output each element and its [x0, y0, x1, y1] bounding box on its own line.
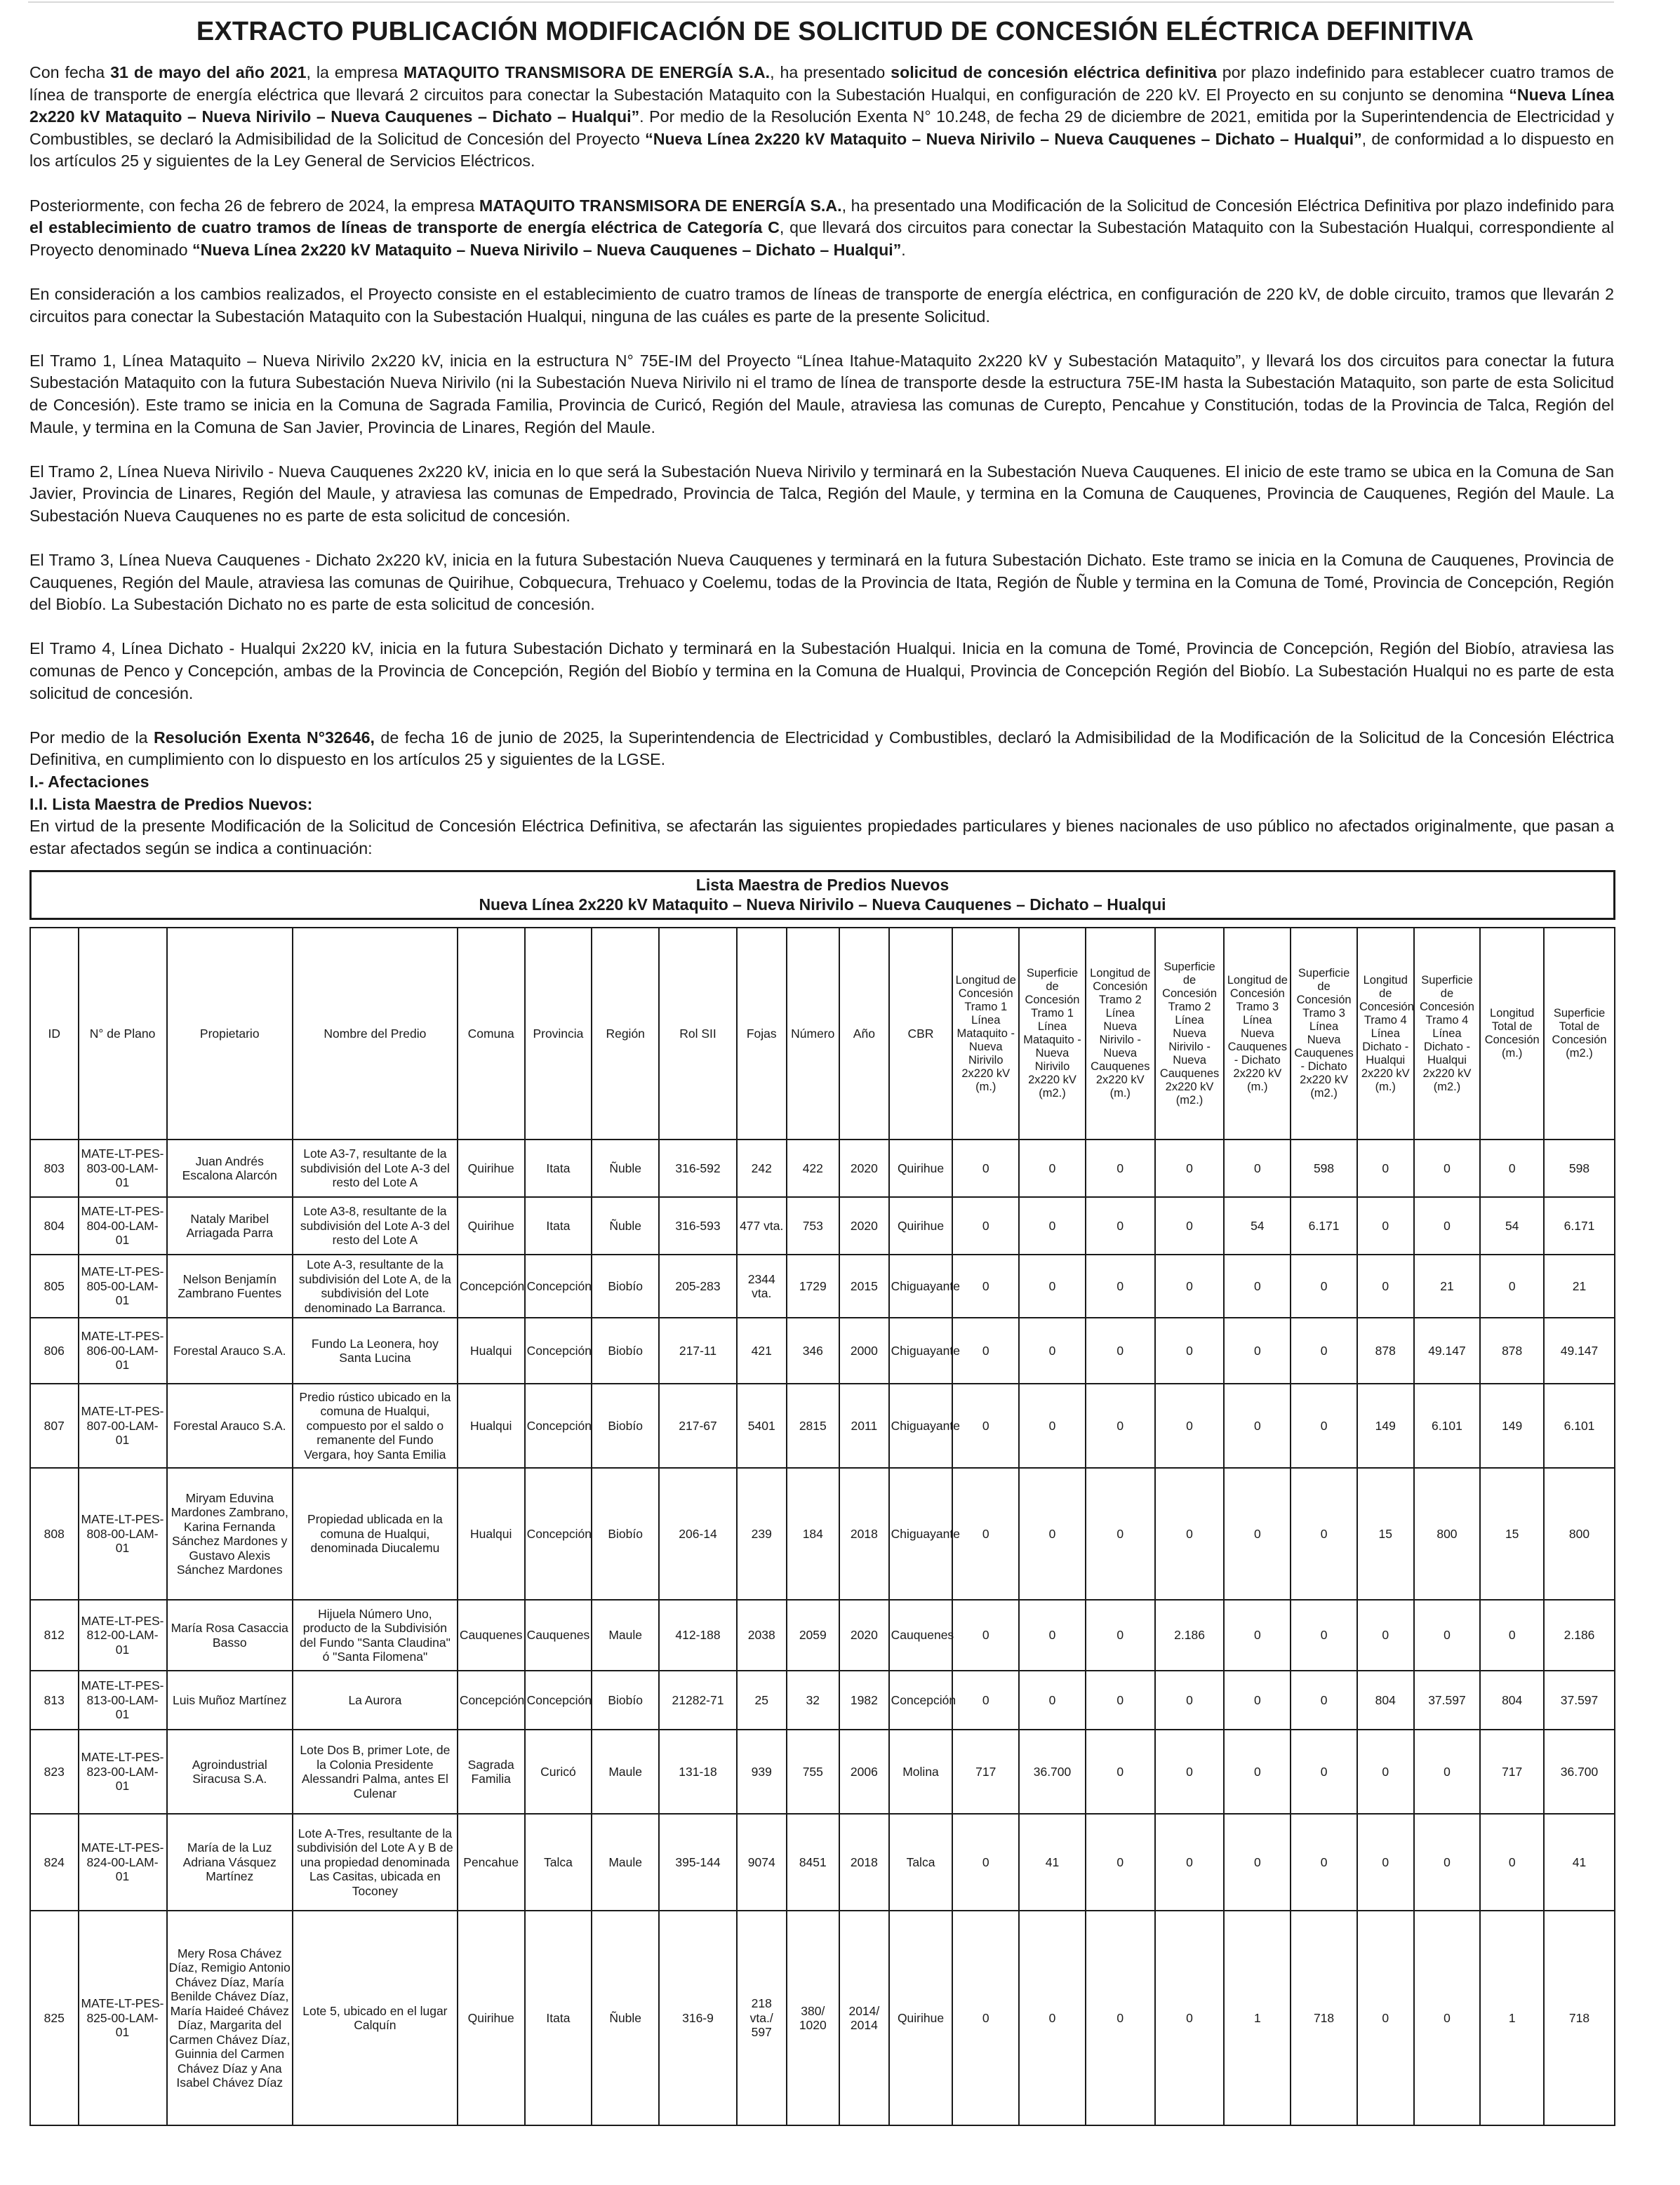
table-cell: 0	[1019, 1384, 1086, 1468]
table-cell: 412-188	[659, 1600, 737, 1671]
table-cell: 2018	[839, 1468, 889, 1600]
table-cell: 0	[1224, 1600, 1291, 1671]
table-cell: 422	[787, 1140, 840, 1197]
column-header: Nombre del Predio	[293, 928, 458, 1140]
table-cell: 804	[30, 1197, 79, 1255]
table-cell: Concepción	[889, 1671, 953, 1730]
table-cell: Nataly Maribel Arriagada Parra	[167, 1197, 293, 1255]
table-cell: 0	[952, 1671, 1019, 1730]
column-header: CBR	[889, 928, 953, 1140]
table-cell: 380/ 1020	[787, 1911, 840, 2125]
table-cell: Hualqui	[458, 1384, 525, 1468]
table-cell: Chiguayante	[889, 1255, 953, 1318]
table-cell: 0	[1086, 1814, 1155, 1911]
table-cell: 0	[1224, 1730, 1291, 1814]
table-cell: Maule	[592, 1730, 659, 1814]
table-cell: 0	[1086, 1318, 1155, 1384]
table-cell: Concepción	[458, 1671, 525, 1730]
table-cell: 0	[1155, 1197, 1225, 1255]
table-cell: 718	[1544, 1911, 1615, 2125]
table-cell: 0	[952, 1318, 1019, 1384]
table-cell: Hualqui	[458, 1468, 525, 1600]
table-cell: Predio rústico ubicado en la comuna de Hualqui, compuesto por el saldo o remanente del Fundo Vergara, hoy Santa Emilia	[293, 1384, 458, 1468]
table-cell: 0	[1019, 1468, 1086, 1600]
table-cell: Concepción	[525, 1255, 592, 1318]
table-cell: 8451	[787, 1814, 840, 1911]
table-cell: La Aurora	[293, 1671, 458, 1730]
table-cell: 206-14	[659, 1468, 737, 1600]
table-row	[30, 1318, 1615, 1384]
table-cell: Concepción	[525, 1468, 592, 1600]
column-header: Longitud Total de Concesión (m.)	[1480, 928, 1544, 1140]
column-header: Superficie Total de Concesión (m2.)	[1544, 928, 1615, 1140]
table-section	[29, 870, 1615, 2126]
table-cell: 0	[1414, 1814, 1481, 1911]
column-header: Propietario	[167, 928, 293, 1140]
table-cell: 0	[1224, 1384, 1291, 1468]
table-cell: 49.147	[1544, 1318, 1615, 1384]
table-cell: 800	[1544, 1468, 1615, 1600]
table-cell: MATE-LT-PES-813-00-LAM-01	[79, 1671, 167, 1730]
paragraph-7: El Tramo 4, Línea Dichato - Hualqui 2x220 kV, inicia en la futura Subestación Dichato y terminará en la Subestación Hualqui. Inicia en la comuna de Tomé, Provincia de Concepción, Región del Biobío, atraviesa las comunas de Penco y Concepción, ambas de la Provincia de Concepción, Región del Biobío y termina en la Comuna de Hualqui, Provincia de Concepción Región del Biobío. La Subestación Hualqui no es parte de esta solicitud de concesión.	[29, 639, 1614, 702]
column-header: Longitud de Concesión Tramo 2 Línea Nueva Nirivilo - Nueva Cauquenes 2x220 kV (m.)	[1086, 928, 1155, 1140]
table-cell: 878	[1480, 1318, 1544, 1384]
table-cell: 813	[30, 1671, 79, 1730]
table-cell: 0	[1086, 1140, 1155, 1197]
table-cell: 800	[1414, 1468, 1481, 1600]
table-cell: 149	[1480, 1384, 1544, 1468]
table-cell: 0	[1155, 1814, 1225, 1911]
column-header: Superficie de Concesión Tramo 1 Línea Mataquito - Nueva Nirivilo 2x220 kV (m2.)	[1019, 928, 1086, 1140]
table-cell: María de la Luz Adriana Vásquez Martínez	[167, 1814, 293, 1911]
table-cell: 0	[1224, 1468, 1291, 1600]
table-cell: Forestal Arauco S.A.	[167, 1384, 293, 1468]
table-cell: 598	[1544, 1140, 1615, 1197]
table-cell: 2018	[839, 1814, 889, 1911]
paragraph-1: Con fecha 31 de mayo del año 2021, la empresa MATAQUITO TRANSMISORA DE ENERGÍA S.A., ha presentado solicitud de concesión eléctrica definitiva por plazo indefinido para establecer cuatro tramos de línea de transporte de energía eléctrica que llevará 2 circuitos para conectar la Subestación Mataquito con la Subestación Hualqui, en configuración de 220 kV. El Proyecto en su conjunto se denomina “Nueva Línea 2x220 kV Mataquito – Nueva Nirivilo – Nueva Cauquenes – Dichato – Hualqui”. Por medio de la Resolución Exenta N° 10.248, de fecha 29 de diciembre de 2021, emitida por la Superintendencia de Electricidad y Combustibles, se declaró la Admisibilidad de la Solicitud de Concesión del Proyecto “Nueva Línea 2x220 kV Mataquito – Nueva Nirivilo – Nueva Cauquenes – Dichato – Hualqui”, de conformidad a lo dispuesto en los artículos 25 y siguientes de la Ley General de Servicios Eléctricos.	[29, 63, 1615, 171]
table-cell: Quirihue	[458, 1140, 525, 1197]
table-cell: MATE-LT-PES-823-00-LAM-01	[79, 1730, 167, 1814]
table-cell: Ñuble	[592, 1911, 659, 2125]
table-cell: 812	[30, 1600, 79, 1671]
table-cell: 0	[1291, 1600, 1357, 1671]
table-cell: 316-592	[659, 1140, 737, 1197]
table-cell: Cauquenes	[889, 1600, 953, 1671]
table-cell: 1982	[839, 1671, 889, 1730]
table-cell: 0	[1414, 1197, 1481, 1255]
document-title: EXTRACTO PUBLICACIÓN MODIFICACIÓN DE SOLICITUD DE CONCESIÓN ELÉCTRICA DEFINITIVA	[196, 17, 1474, 46]
table-cell: 6.101	[1544, 1384, 1615, 1468]
table-cell: 0	[1414, 1730, 1481, 1814]
table-cell: 2020	[839, 1600, 889, 1671]
table-cell: 21282-71	[659, 1671, 737, 1730]
table-cell: 0	[1019, 1255, 1086, 1318]
table-cell: 0	[1155, 1384, 1225, 1468]
table-cell: María Rosa Casaccia Basso	[167, 1600, 293, 1671]
paragraph-4: El Tramo 1, Línea Mataquito – Nueva Nirivilo 2x220 kV, inicia en la estructura N° 75E-IM del Proyecto “Línea Itahue-Mataquito 2x220 kV y Subestación Mataquito”, y llevará los dos circuitos para conectar la futura Subestación Mataquito con la futura Subestación Nueva Nirivilo (ni la Subestación Nueva Nirivilo ni el tramo de línea de transporte desde la estructura 75E-IM hasta la Subestación Mataquito, son parte de esta Solicitud de Concesión). Este tramo se inicia en la Comuna de Sagrada Familia, Provincia de Curicó, Región del Maule, atraviesa las comunas de Curepto, Pencahue y Constitución, todas de la Provincia de Talca, Región del Maule, y termina en la Comuna de San Javier, Provincia de Linares, Región del Maule.	[29, 351, 1614, 436]
column-header: Fojas	[737, 928, 787, 1140]
table-cell: 0	[1357, 1600, 1414, 1671]
table-cell: 753	[787, 1197, 840, 1255]
table-cell: 54	[1480, 1197, 1544, 1255]
table-cell: 2815	[787, 1384, 840, 1468]
table-cell: 0	[1224, 1814, 1291, 1911]
table-cell: 242	[737, 1140, 787, 1197]
table-cell: 807	[30, 1384, 79, 1468]
table-cell: Cauquenes	[525, 1600, 592, 1671]
table-cell: 0	[1480, 1814, 1544, 1911]
table-cell: 0	[952, 1468, 1019, 1600]
table-cell: 2015	[839, 1255, 889, 1318]
table-cell: Biobío	[592, 1318, 659, 1384]
table-cell: 395-144	[659, 1814, 737, 1911]
column-header: Rol SII	[659, 928, 737, 1140]
table-cell: Itata	[525, 1911, 592, 2125]
column-header: Longitud de Concesión Tramo 3 Línea Nueva Cauquenes - Dichato 2x220 kV (m.)	[1224, 928, 1291, 1140]
table-cell: 346	[787, 1318, 840, 1384]
table-cell: 54	[1224, 1197, 1291, 1255]
table-cell: Curicó	[525, 1730, 592, 1814]
table-cell: 0	[1019, 1140, 1086, 1197]
table-cell: MATE-LT-PES-807-00-LAM-01	[79, 1384, 167, 1468]
table-cell: 0	[1019, 1911, 1086, 2125]
table-cell: MATE-LT-PES-824-00-LAM-01	[79, 1814, 167, 1911]
table-cell: Miryam Eduvina Mardones Zambrano, Karina Fernanda Sánchez Mardones y Gustavo Alexis Sánchez Mardones	[167, 1468, 293, 1600]
table-cell: 0	[1480, 1600, 1544, 1671]
table-cell: 0	[952, 1197, 1019, 1255]
table-cell: 41	[1544, 1814, 1615, 1911]
table-cell: 0	[1086, 1911, 1155, 2125]
table-cell: 0	[1357, 1140, 1414, 1197]
table-cell: 0	[1155, 1730, 1225, 1814]
table-cell: 823	[30, 1730, 79, 1814]
table-cell: Itata	[525, 1197, 592, 1255]
table-cell: 0	[952, 1255, 1019, 1318]
table-row	[30, 1730, 1615, 1814]
table-cell: Lote 5, ubicado en el lugar Calquín	[293, 1911, 458, 2125]
table-cell: 755	[787, 1730, 840, 1814]
table-cell: MATE-LT-PES-805-00-LAM-01	[79, 1255, 167, 1318]
table-cell: Hijuela Número Uno, producto de la Subdivisión del Fundo "Santa Claudina" ó "Santa Filomena"	[293, 1600, 458, 1671]
paragraph-2: Posteriormente, con fecha 26 de febrero de 2024, la empresa MATAQUITO TRANSMISORA DE ENERGÍA S.A., ha presentado una Modificación de la Solicitud de Concesión Eléctrica Definitiva por plazo indefinido para el establecimiento de cuatro tramos de líneas de transporte de energía eléctrica de Categoría C, que llevará dos circuitos para conectar la Subestación Mataquito con la Subestación Hualqui, correspondiente al Proyecto denominado “Nueva Línea 2x220 kV Mataquito – Nueva Nirivilo – Nueva Cauquenes – Dichato – Hualqui”.	[29, 196, 1615, 259]
table-row	[30, 1255, 1615, 1318]
paragraph-8: Por medio de la Resolución Exenta N°32646, de fecha 16 de junio de 2025, la Superintendencia de Electricidad y Combustibles, declaró la Admisibilidad de la Modificación de la Solicitud de la Concesión Eléctrica Definitiva, en cumplimiento con lo dispuesto en los artículos 25 y siguientes de la LGSE.	[29, 728, 1614, 769]
table-cell: 824	[30, 1814, 79, 1911]
table-cell: 804	[1480, 1671, 1544, 1730]
table-cell: Ñuble	[592, 1197, 659, 1255]
table-cell: Luis Muñoz Martínez	[167, 1671, 293, 1730]
column-header: Provincia	[525, 928, 592, 1140]
table-cell: 316-9	[659, 1911, 737, 2125]
table-row	[30, 1468, 1615, 1600]
table-cell: MATE-LT-PES-806-00-LAM-01	[79, 1318, 167, 1384]
column-header: Superficie de Concesión Tramo 4 Línea Dichato - Hualqui 2x220 kV (m2.)	[1414, 928, 1481, 1140]
table-cell: 37.597	[1544, 1671, 1615, 1730]
table-cell: 2011	[839, 1384, 889, 1468]
table-cell: Sagrada Familia	[458, 1730, 525, 1814]
table-cell: 41	[1019, 1814, 1086, 1911]
table-cell: 2.186	[1155, 1600, 1225, 1671]
table-cell: 0	[1086, 1255, 1155, 1318]
table-cell: 217-67	[659, 1384, 737, 1468]
table-cell: 0	[1155, 1318, 1225, 1384]
column-header: Número	[787, 928, 840, 1140]
table-cell: 0	[1291, 1384, 1357, 1468]
table-cell: 0	[952, 1384, 1019, 1468]
table-cell: 0	[1357, 1255, 1414, 1318]
column-header: Longitud de Concesión Tramo 4 Línea Dichato - Hualqui 2x220 kV (m.)	[1357, 928, 1414, 1140]
table-cell: Fundo La Leonera, hoy Santa Lucina	[293, 1318, 458, 1384]
table-cell: Biobío	[592, 1468, 659, 1600]
table-cell: 0	[1357, 1814, 1414, 1911]
table-cell: 9074	[737, 1814, 787, 1911]
table-cell: Biobío	[592, 1384, 659, 1468]
table-cell: 2014/ 2014	[839, 1911, 889, 2125]
column-header: Región	[592, 928, 659, 1140]
table-cell: 421	[737, 1318, 787, 1384]
table-cell: Juan Andrés Escalona Alarcón	[167, 1140, 293, 1197]
table-cell: Hualqui	[458, 1318, 525, 1384]
table-cell: 21	[1414, 1255, 1481, 1318]
column-header: Superficie de Concesión Tramo 3 Línea Nueva Cauquenes - Dichato 2x220 kV (m2.)	[1291, 928, 1357, 1140]
table-cell: Molina	[889, 1730, 953, 1814]
table-cell: Talca	[889, 1814, 953, 1911]
table-cell: Chiguayante	[889, 1468, 953, 1600]
table-cell: 0	[1414, 1600, 1481, 1671]
subsection-heading: I.I. Lista Maestra de Predios Nuevos:	[29, 794, 313, 813]
table-cell: 25	[737, 1671, 787, 1730]
table-cell: 149	[1357, 1384, 1414, 1468]
table-row	[30, 1140, 1615, 1197]
table-cell: 477 vta.	[737, 1197, 787, 1255]
table-cell: Propiedad ublicada en la comuna de Hualqui, denominada Diucalemu	[293, 1468, 458, 1600]
table-row	[30, 1600, 1615, 1671]
table-cell: Lote Dos B, primer Lote, de la Colonia Presidente Alessandri Palma, antes El Culenar	[293, 1730, 458, 1814]
table-row	[30, 1384, 1615, 1468]
table-cell: Quirihue	[889, 1140, 953, 1197]
table-cell: 2344 vta.	[737, 1255, 787, 1318]
table-header-row	[30, 928, 1615, 1140]
column-header: ID	[30, 928, 79, 1140]
table-cell: Concepción	[525, 1671, 592, 1730]
table-cell: 2000	[839, 1318, 889, 1384]
table-cell: Cauquenes	[458, 1600, 525, 1671]
table-cell: 0	[1086, 1671, 1155, 1730]
table-cell: Maule	[592, 1814, 659, 1911]
table-cell: 0	[1155, 1255, 1225, 1318]
table-cell: 205-283	[659, 1255, 737, 1318]
document-body	[29, 62, 1614, 860]
table-cell: 5401	[737, 1384, 787, 1468]
table-cell: 0	[1155, 1911, 1225, 2125]
table-cell: 2.186	[1544, 1600, 1615, 1671]
table-cell: 2038	[737, 1600, 787, 1671]
table-cell: 0	[1224, 1140, 1291, 1197]
table-cell: Quirihue	[889, 1197, 953, 1255]
table-cell: MATE-LT-PES-804-00-LAM-01	[79, 1197, 167, 1255]
table-cell: 32	[787, 1671, 840, 1730]
table-cell: MATE-LT-PES-803-00-LAM-01	[79, 1140, 167, 1197]
table-cell: Itata	[525, 1140, 592, 1197]
table-cell: 0	[1291, 1730, 1357, 1814]
table-cell: MATE-LT-PES-825-00-LAM-01	[79, 1911, 167, 2125]
table-cell: Concepción	[525, 1384, 592, 1468]
table-cell: 0	[952, 1600, 1019, 1671]
table-cell: 0	[1019, 1600, 1086, 1671]
paragraph-3: En consideración a los cambios realizados, el Proyecto consiste en el establecimiento de cuatro tramos de líneas de transporte de energía eléctrica, en configuración de 220 kV, de doble circuito, tramos que llevarán 2 circuitos para conectar la Subestación Mataquito con la Subestación Hualqui, ninguna de las cuáles es parte de la presente Solicitud.	[29, 284, 1614, 326]
table-row	[30, 1814, 1615, 1911]
table-cell: 805	[30, 1255, 79, 1318]
table-cell: Lote A3-7, resultante de la subdivisión del Lote A-3 del resto del Lote A	[293, 1140, 458, 1197]
table-cell: 717	[952, 1730, 1019, 1814]
table-cell: 0	[1357, 1911, 1414, 2125]
table-cell: Lote A-Tres, resultante de la subdivisión del Lote A y B de una propiedad denominada Las Casitas, ubicada en Toconey	[293, 1814, 458, 1911]
table-cell: MATE-LT-PES-812-00-LAM-01	[79, 1600, 167, 1671]
table-cell: 184	[787, 1468, 840, 1600]
table-title-box	[29, 870, 1615, 920]
table-cell: 804	[1357, 1671, 1414, 1730]
table-cell: Quirihue	[458, 1197, 525, 1255]
table-cell: 2006	[839, 1730, 889, 1814]
table-cell: 0	[952, 1140, 1019, 1197]
table-cell: 0	[1224, 1318, 1291, 1384]
table-cell: 0	[952, 1814, 1019, 1911]
table-cell: 36.700	[1544, 1730, 1615, 1814]
column-header: Superficie de Concesión Tramo 2 Línea Nueva Nirivilo - Nueva Cauquenes 2x220 kV (m2.)	[1155, 928, 1225, 1140]
table-cell: 0	[1086, 1730, 1155, 1814]
table-cell: Biobío	[592, 1671, 659, 1730]
table-cell: 0	[952, 1911, 1019, 2125]
table-cell: Maule	[592, 1600, 659, 1671]
table-cell: 0	[1155, 1140, 1225, 1197]
table-cell: Forestal Arauco S.A.	[167, 1318, 293, 1384]
table-subtitle: Nueva Línea 2x220 kV Mataquito – Nueva Nirivilo – Nueva Cauquenes – Dichato – Hualqui	[479, 895, 1166, 914]
table-cell: 0	[1357, 1730, 1414, 1814]
table-cell: 0	[1019, 1318, 1086, 1384]
table-cell: Mery Rosa Chávez Díaz, Remigio Antonio Chávez Díaz, María Benilde Chávez Díaz, María Haideé Chávez Díaz, Margarita del Carmen Chávez Díaz, Guinnia del Carmen Chávez Díaz y Ana Isabel Chávez Díaz	[167, 1911, 293, 2125]
table-cell: MATE-LT-PES-808-00-LAM-01	[79, 1468, 167, 1600]
table-cell: 0	[1224, 1671, 1291, 1730]
column-header: N° de Plano	[79, 928, 167, 1140]
table-cell: 0	[1086, 1468, 1155, 1600]
table-cell: Lote A-3, resultante de la subdivisión del Lote A, de la subdivisión del Lote denominado La Barranca.	[293, 1255, 458, 1318]
table-cell: Quirihue	[458, 1911, 525, 2125]
table-cell: Chiguayante	[889, 1384, 953, 1468]
table-cell: 0	[1155, 1468, 1225, 1600]
table-cell: 239	[737, 1468, 787, 1600]
table-cell: 0	[1086, 1197, 1155, 1255]
table-cell: Chiguayante	[889, 1318, 953, 1384]
table-cell: 0	[1019, 1197, 1086, 1255]
table-cell: Concepción	[458, 1255, 525, 1318]
table-cell: 2020	[839, 1197, 889, 1255]
table-cell: 0	[1086, 1600, 1155, 1671]
table-cell: 803	[30, 1140, 79, 1197]
table-cell: Agroindustrial Siracusa S.A.	[167, 1730, 293, 1814]
table-cell: 0	[1291, 1255, 1357, 1318]
table-cell: 15	[1357, 1468, 1414, 1600]
table-cell: 15	[1480, 1468, 1544, 1600]
table-cell: 6.171	[1291, 1197, 1357, 1255]
column-header: Año	[839, 928, 889, 1140]
table-cell: 217-11	[659, 1318, 737, 1384]
table-title: Lista Maestra de Predios Nuevos	[695, 876, 949, 894]
paragraph-6: El Tramo 3, Línea Nueva Cauquenes - Dichato 2x220 kV, inicia en la futura Subestación Nueva Cauquenes y terminará en la futura Subestación Dichato. Este tramo se inicia en la Comuna de Cauquenes, Provincia de Cauquenes, Región del Maule, atraviesa las comunas de Quirihue, Cobquecura, Trehuaco y Coelemu, todas de la Provincia de Itata, Región de Ñuble y termina en la Comuna de Tomé, Provincia de Concepción, Región del Biobío. La Subestación Dichato no es parte de esta solicitud de concesión.	[29, 551, 1614, 614]
table-cell: 1	[1224, 1911, 1291, 2125]
table-cell: Quirihue	[889, 1911, 953, 2125]
table-cell: Concepción	[525, 1318, 592, 1384]
table-cell: 0	[1155, 1671, 1225, 1730]
table-cell: 1	[1480, 1911, 1544, 2125]
table-cell: 0	[1086, 1384, 1155, 1468]
table-cell: 939	[737, 1730, 787, 1814]
table-cell: 878	[1357, 1318, 1414, 1384]
table-cell: 806	[30, 1318, 79, 1384]
table-row	[30, 1671, 1615, 1730]
table-cell: 6.171	[1544, 1197, 1615, 1255]
table-cell: Nelson Benjamín Zambrano Fuentes	[167, 1255, 293, 1318]
table-cell: 21	[1544, 1255, 1615, 1318]
paragraph-5: El Tramo 2, Línea Nueva Nirivilo - Nueva Cauquenes 2x220 kV, inicia en lo que será la Subestación Nueva Nirivilo y terminará en la Subestación Nueva Cauquenes. El inicio de este tramo se ubica en la Comuna de San Javier, Provincia de Linares, Región del Maule, y atraviesa las comunas de Empedrado, Provincia de Talca, Región del Maule, y termina en la Comuna de Cauquenes, Provincia de Cauquenes, Región del Maule. La Subestación Nueva Cauquenes no es parte de esta solicitud de concesión.	[29, 462, 1614, 525]
table-row	[30, 1911, 1615, 2125]
table-cell: Ñuble	[592, 1140, 659, 1197]
table-cell: 717	[1480, 1730, 1544, 1814]
table-cell: 0	[1357, 1197, 1414, 1255]
table-cell: 0	[1414, 1911, 1481, 2125]
table-cell: 218 vta./ 597	[737, 1911, 787, 2125]
table-cell: 36.700	[1019, 1730, 1086, 1814]
table-cell: 0	[1291, 1671, 1357, 1730]
table-cell: 6.101	[1414, 1384, 1481, 1468]
table-cell: 49.147	[1414, 1318, 1481, 1384]
paragraph-9: En virtud de la presente Modificación de la Solicitud de Concesión Eléctrica Definitiva, se afectarán las siguientes propiedades particulares y bienes nacionales de uso público no afectados originalmente, que pasan a estar afectados según se indica a continuación:	[29, 817, 1614, 857]
table-cell: Lote A3-8, resultante de la subdivisión del Lote A-3 del resto del Lote A	[293, 1197, 458, 1255]
top-rule	[28, 1, 1614, 3]
properties-table	[29, 927, 1615, 2126]
table-cell: 2020	[839, 1140, 889, 1197]
table-cell: 131-18	[659, 1730, 737, 1814]
table-cell: 808	[30, 1468, 79, 1600]
table-cell: 0	[1019, 1671, 1086, 1730]
table-cell: 718	[1291, 1911, 1357, 2125]
table-cell: 0	[1414, 1140, 1481, 1197]
table-cell: 825	[30, 1911, 79, 2125]
table-cell: 0	[1291, 1814, 1357, 1911]
table-cell: 0	[1480, 1255, 1544, 1318]
table-cell: 0	[1291, 1468, 1357, 1600]
section-heading: I.- Afectaciones	[29, 773, 149, 791]
table-cell: 0	[1291, 1318, 1357, 1384]
table-cell: 1729	[787, 1255, 840, 1318]
table-cell: 2059	[787, 1600, 840, 1671]
table-cell: Biobío	[592, 1255, 659, 1318]
table-cell: 0	[1480, 1140, 1544, 1197]
table-cell: Pencahue	[458, 1814, 525, 1911]
table-row	[30, 1197, 1615, 1255]
table-cell: Talca	[525, 1814, 592, 1911]
table-cell: 0	[1224, 1255, 1291, 1318]
table-cell: 37.597	[1414, 1671, 1481, 1730]
table-cell: 316-593	[659, 1197, 737, 1255]
column-header: Comuna	[458, 928, 525, 1140]
table-cell: 598	[1291, 1140, 1357, 1197]
column-header: Longitud de Concesión Tramo 1 Línea Mataquito - Nueva Nirivilo 2x220 kV (m.)	[952, 928, 1019, 1140]
